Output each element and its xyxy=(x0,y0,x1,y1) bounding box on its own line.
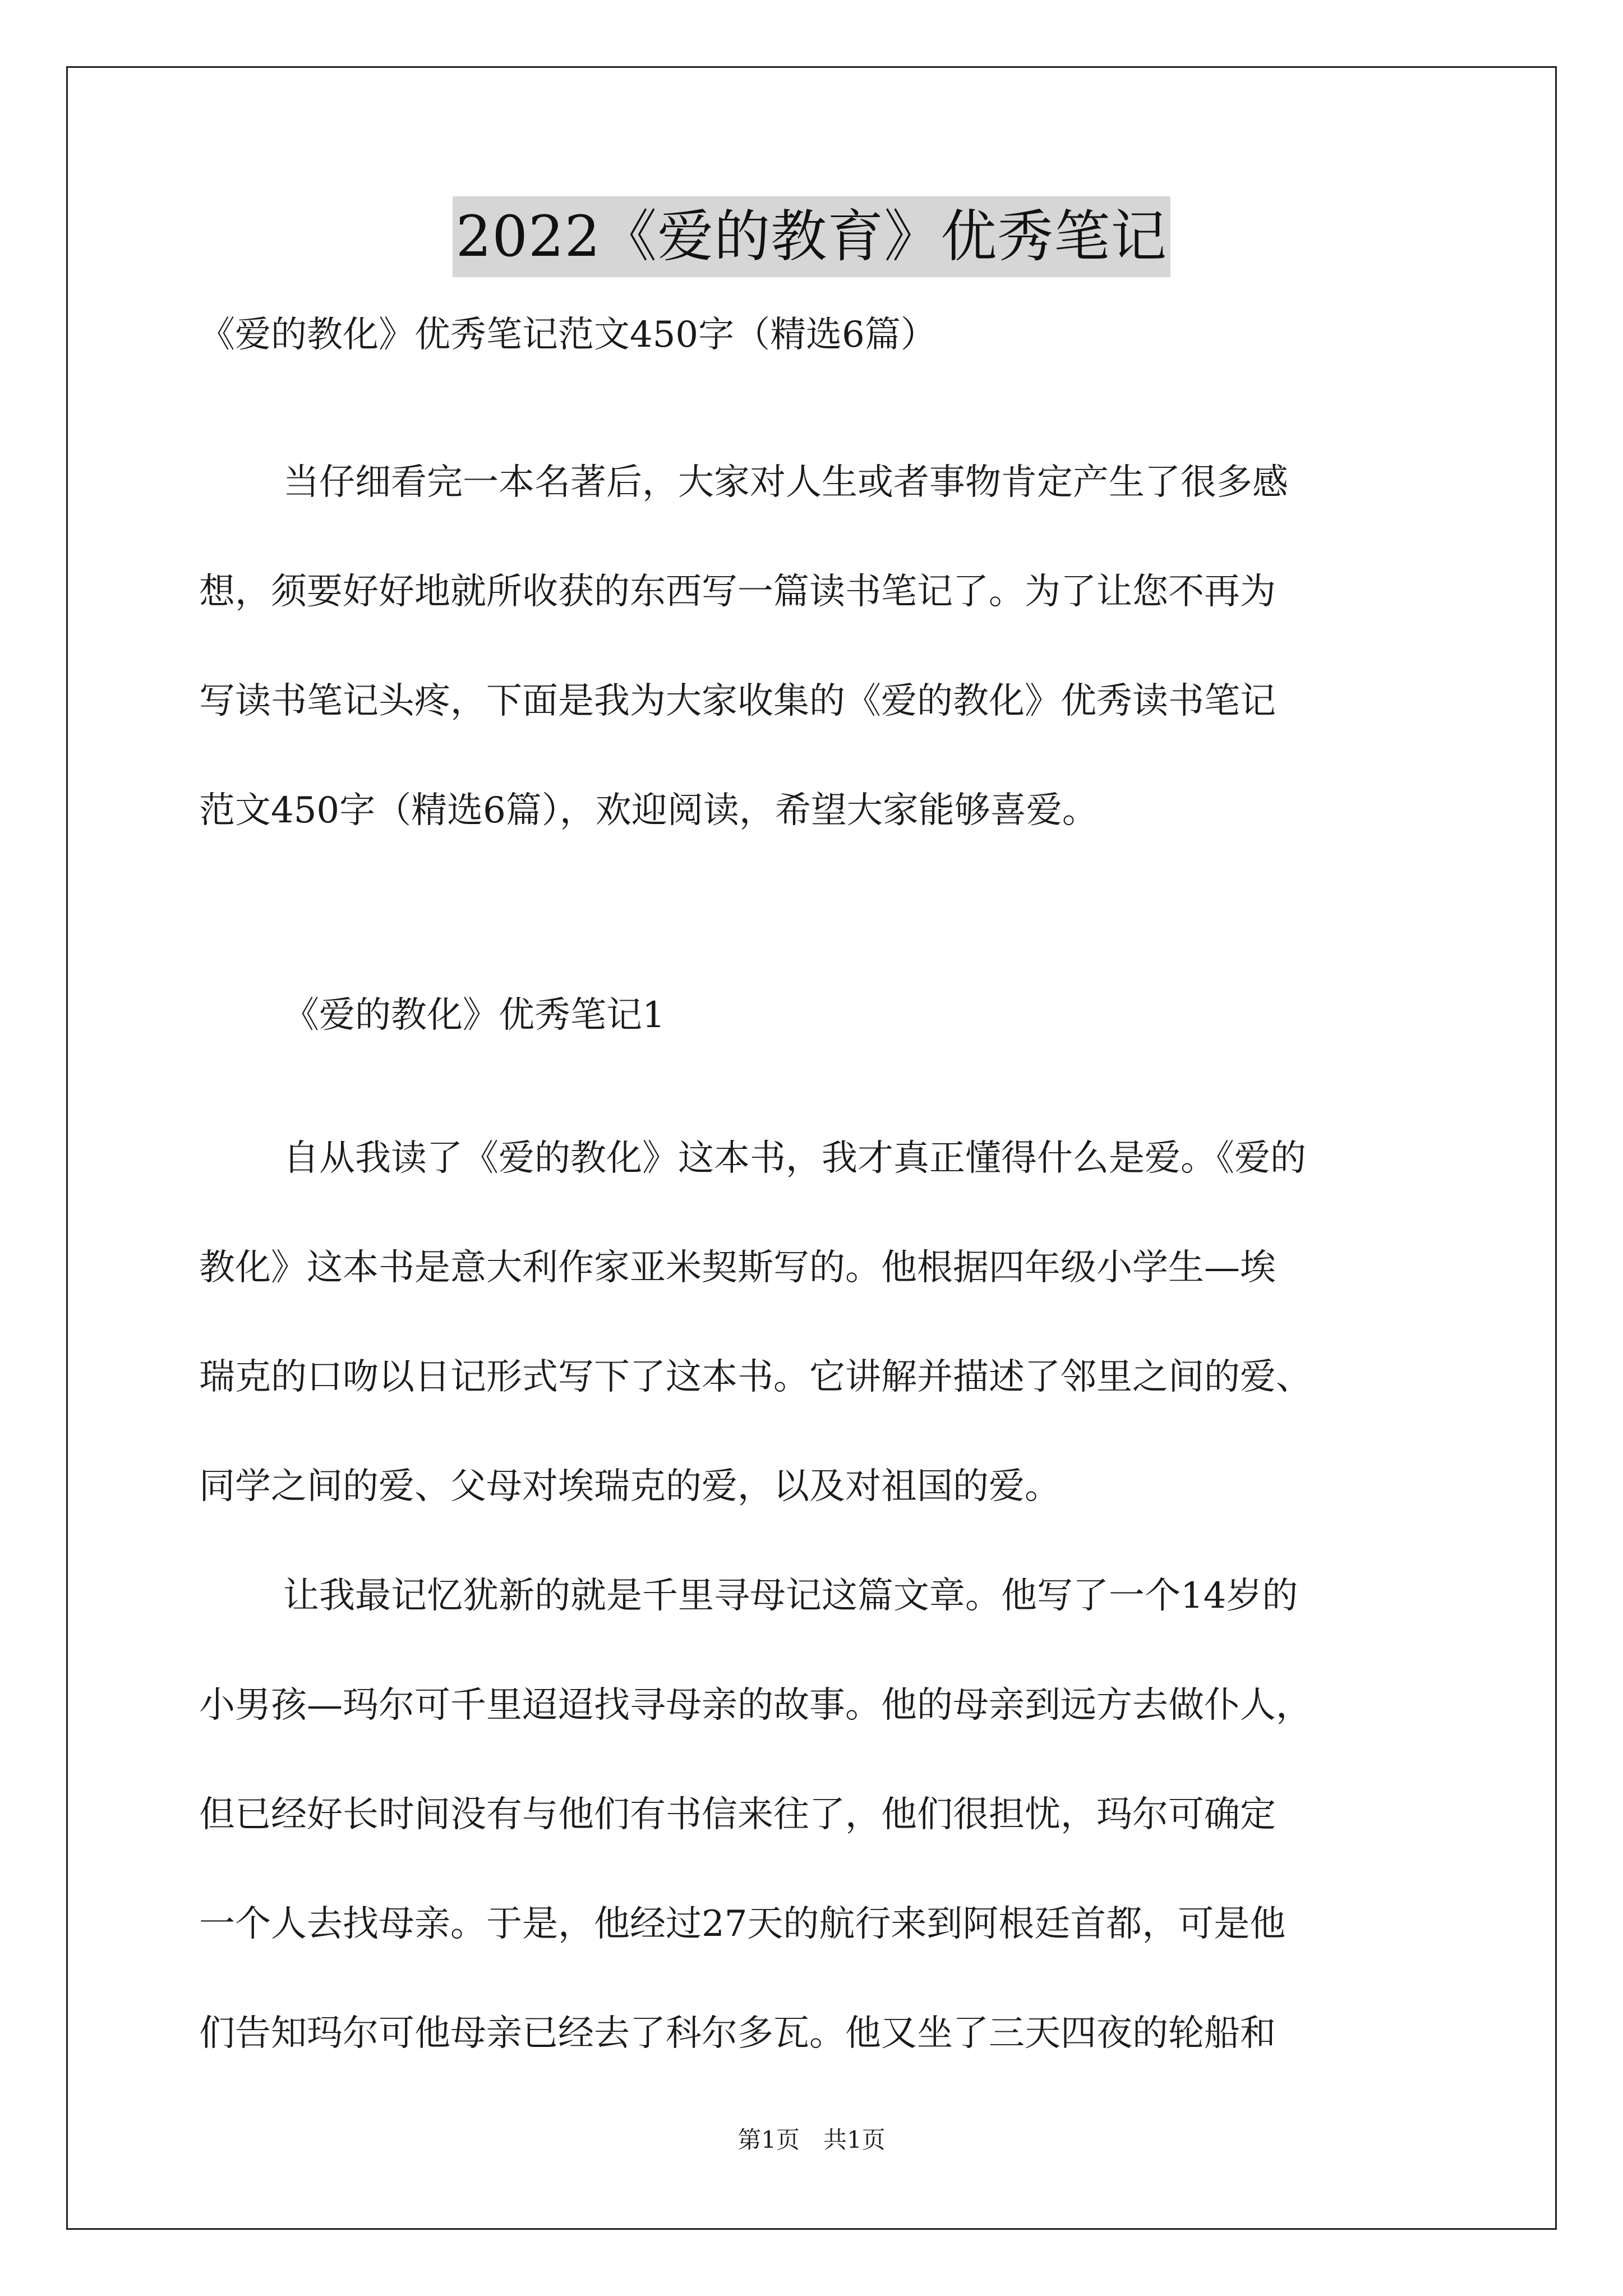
document-subtitle: 《爱的教化》优秀笔记范文450字（精选6篇） xyxy=(199,314,937,356)
intro-paragraph xyxy=(199,449,1433,886)
para1-line-4: 同学之间的爱、父母对埃瑞克的爱，以及对祖国的爱。 xyxy=(199,1466,1061,1507)
para2-line-1: 让我最记忆犹新的就是千里寻母记这篇文章。他写了一个14岁的 xyxy=(283,1575,1298,1617)
intro-line-2: 想，须要好好地就所收获的东西写一篇读书笔记了。为了让您不再为 xyxy=(199,571,1276,613)
intro-line-4: 范文450字（精选6篇），欢迎阅读，希望大家能够喜爱。 xyxy=(199,790,1098,831)
page-footer: 第1页 共1页 xyxy=(737,2126,886,2154)
para1-line-1: 自从我读了《爱的教化》这本书，我才真正懂得什么是爱。《爱的 xyxy=(283,1138,1306,1179)
document-title: 2022《爱的教育》优秀笔记 xyxy=(453,196,1171,277)
para1-line-2: 教化》这本书是意大利作家亚米契斯写的。他根据四年级小学生—埃 xyxy=(199,1247,1276,1289)
intro-line-3: 写读书笔记头疼，下面是我为大家收集的《爱的教化》优秀读书笔记 xyxy=(199,680,1276,722)
paragraph-1 xyxy=(199,1125,1433,1562)
para2-line-2: 小男孩—玛尔可千里迢迢找寻母亲的故事。他的母亲到远方去做仆人， xyxy=(199,1685,1312,1726)
para1-line-3: 瑞克的口吻以日记形式写下了这本书。它讲解并描述了邻里之间的爱、 xyxy=(199,1356,1312,1398)
para2-line-5: 们告知玛尔可他母亲已经去了科尔多瓦。他又坐了三天四夜的轮船和 xyxy=(199,2013,1276,2054)
para2-line-4: 一个人去找母亲。于是，他经过27天的航行来到阿根廷首都，可是他 xyxy=(199,1903,1286,1945)
intro-line-1: 当仔细看完一本名著后，大家对人生或者事物肯定产生了很多感 xyxy=(283,462,1288,503)
section-heading: 《爱的教化》优秀笔记1 xyxy=(283,995,665,1036)
paragraph-2 xyxy=(199,1562,1433,2109)
title-container xyxy=(0,196,1623,277)
para2-line-3: 但已经好长时间没有与他们有书信来往了，他们很担忧，玛尔可确定 xyxy=(199,1794,1276,1835)
